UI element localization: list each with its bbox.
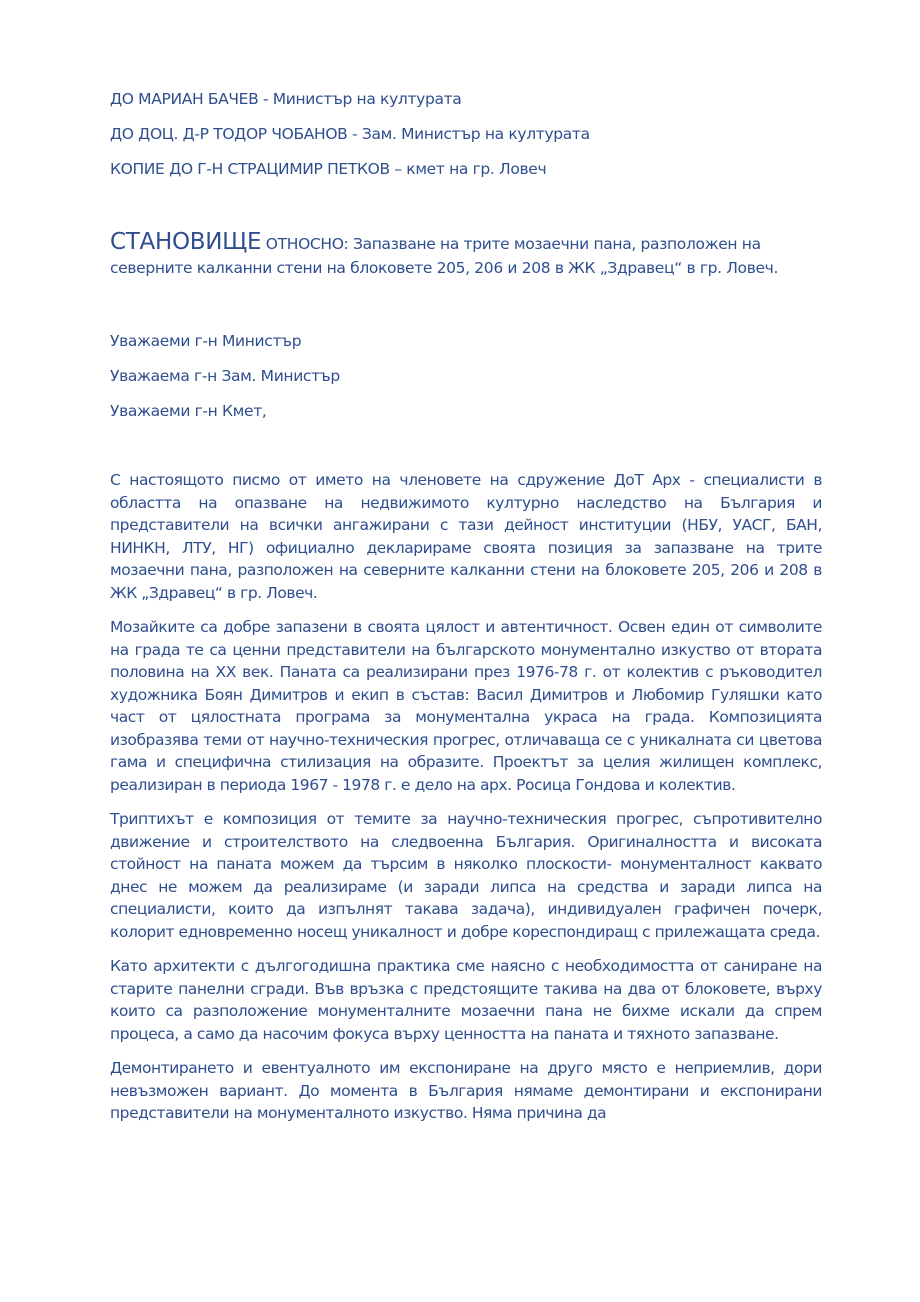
paragraph-renovation: Като архитекти с дългогодишна практика сме наясно с необходимостта от саниране на старите панелни сгради. Във връзка с предстоящите такива на два от блоковете, върху които са разположение монументалните мозаечни пана не бихме искали да спрем процеса, а само да насочим фокуса върху ценността на паната и тяхното запазване. (110, 957, 822, 1043)
recipient-minister: ДО МАРИАН БАЧЕВ - Министър на културата (110, 90, 462, 108)
greeting-deputy-minister: Уважаема г-н Зам. Министър (110, 367, 340, 385)
greeting-mayor: Уважаеми г-н Кмет, (110, 402, 267, 420)
opinion-subject: ОТНОСНО: Запазване на трите мозаечни пана, разположен на северните калканни стени на блоковете 205, 206 и 208 в ЖК „Здравец“ в гр. Ловеч. (110, 235, 779, 277)
paragraph-intro: С настоящото писмо от името на членовете на сдружение ДоТ Арх - специалисти в областта на опазване на недвижимото културно наследство на България и представители на всички ангажирани с тази дейност институции (НБУ, УАСГ, БАН, НИНКН, ЛТУ, НГ) официално декларираме своята позиция за запазване на трите мозаечни пана, разположен на северните калканни стени на блоковете 205, 206 и 208 в ЖК „Здравец“ в гр. Ловеч. (110, 471, 822, 602)
recipient-mayor-copy: КОПИЕ ДО Г-Н СТРАЦИМИР ПЕТКОВ – кмет на гр. Ловеч (110, 160, 547, 178)
opinion-heading-block (110, 230, 824, 280)
letter-body (110, 469, 822, 1137)
recipient-deputy-minister: ДО ДОЦ. Д-Р ТОДОР ЧОБАНОВ - Зам. Министър на културата (110, 125, 590, 143)
paragraph-triptych: Триптихът е композиция от темите за научно-техническия прогрес, съпротивително движение и строителството на следвоенна България. Оригиналността и високата стойност на паната можем да търсим в няколко плоскости- монументалност каквато днес не можем да реализираме (и заради липса на средства и заради липса на специалисти, които да изпълнят такава задача), индивидуален графичен почерк, колорит едновременно носещ уникалност и добре кореспондиращ с прилежащата среда. (110, 810, 822, 941)
greeting-minister: Уважаеми г-н Министър (110, 332, 302, 350)
paragraph-dismantling: Демонтирането и евентуалното им експониране на друго място е неприемлив, дори невъзможен вариант. До момента в България нямаме демонтирани и експонирани представители на монументалното изкуство. Няма причина да (110, 1059, 822, 1122)
paragraph-mosaics: Мозайките са добре запазени в своята цялост и автентичност. Освен един от символите на града те са ценни представители на българското монументално изкуство от втората половина на XX век. Паната са реализирани през 1976-78 г. от колектив с ръководител художника Боян Димитров и екип в състав: Васил Димитров и Любомир Гуляшки като част от цялостната програма за монументална украса на града. Композицията изобразява теми от научно-техническия прогрес, отличаваща се с уникалната си цветова гама и специфична стилизация на образите. Проектът за целия жилищен комплекс, реализиран в периода 1967 - 1978 г. е дело на арх. Росица Гондова и колектив. (110, 618, 822, 794)
opinion-title: СТАНОВИЩЕ (110, 229, 262, 255)
